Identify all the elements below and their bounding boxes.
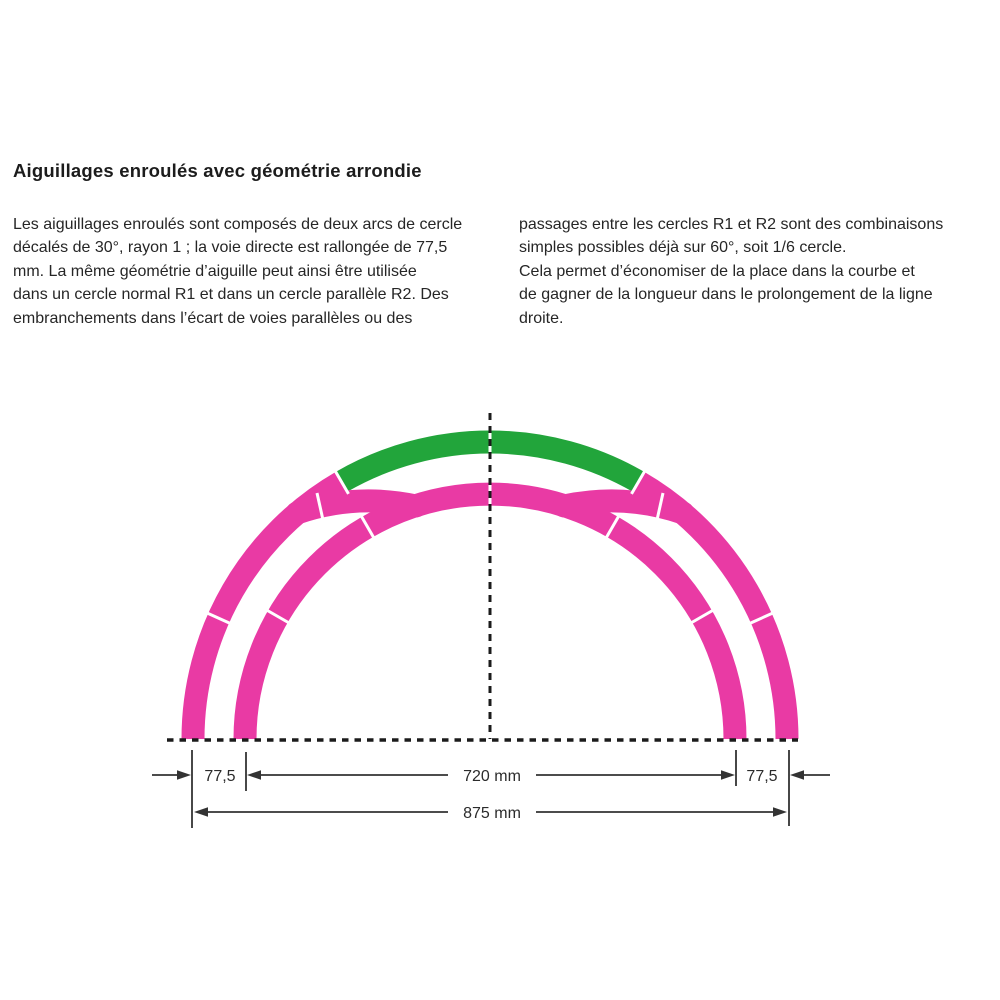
dim-label-right-offset: 77,5 (746, 768, 778, 785)
body-text-right-column: passages entre les cercles R1 et R2 sont des combinaisons simples possibles déjà sur 60°, soit 1/6 cercle. Cela permet d’économiser de la place dans la courbe et de gagner de la longueur dans le prolongement de la ligne droite. (519, 216, 944, 327)
left-turnout-branch-arc (297, 501, 416, 513)
dim-label-left-offset: 77,5 (204, 768, 236, 785)
right-turnout-branch-arc (564, 501, 683, 513)
arrowhead (790, 770, 804, 780)
dim-label-total-diameter: 875 mm (463, 805, 521, 822)
arrowhead (177, 770, 191, 780)
arrowhead (773, 807, 787, 817)
arrowhead (194, 807, 208, 817)
dim-label-inner-diameter: 720 mm (463, 768, 521, 785)
page-title: Aiguillages enroulés avec géométrie arrondie (13, 160, 422, 181)
body-text-left-column: Les aiguillages enroulés sont composés de deux arcs de cercle décalés de 30°, rayon 1 ; la voie directe est rallongée de 77,5 mm. La même géométrie d’aiguille peut ainsi être utilisée dans un cercle normal R1 et dans un cercle parallèle R2. Des embranchements dans l’écart de voies parallèles ou des (13, 216, 463, 327)
arrowhead (721, 770, 735, 780)
arrowhead (247, 770, 261, 780)
